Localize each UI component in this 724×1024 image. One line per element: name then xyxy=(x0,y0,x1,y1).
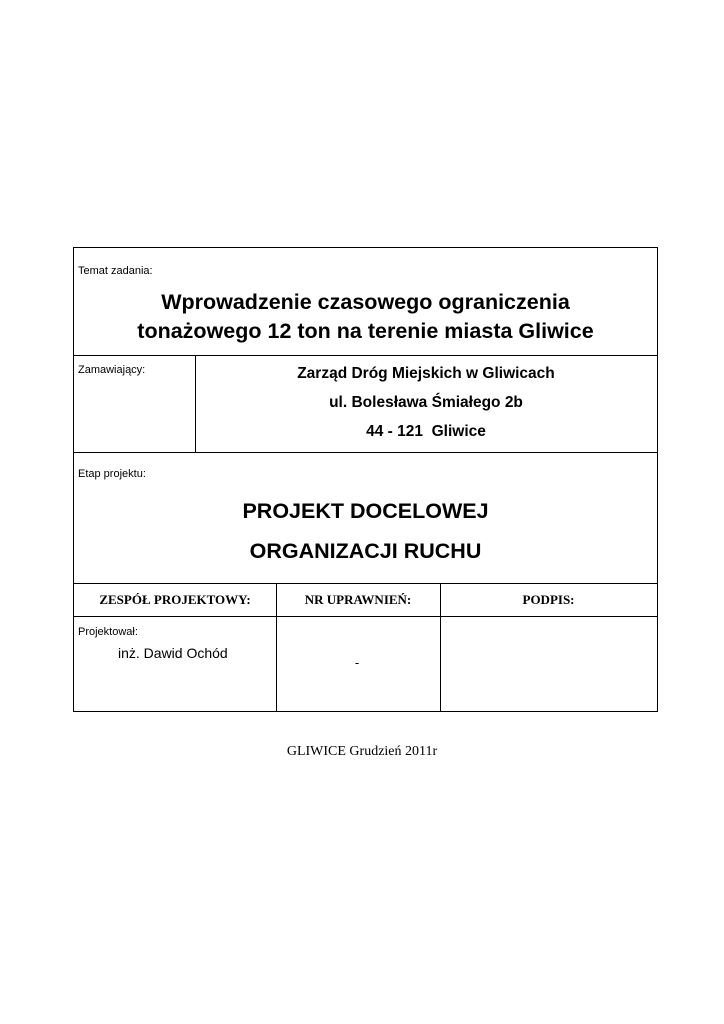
header-signature: PODPIS: xyxy=(522,592,575,607)
client-name: Zarząd Dróg Miejskich w Gliwicach xyxy=(297,365,555,382)
stage-label: Etap projektu: xyxy=(78,468,146,480)
stage-line-1: PROJEKT DOCELOWEJ xyxy=(242,499,489,523)
title-sheet xyxy=(73,247,658,712)
license-number: - xyxy=(354,655,360,670)
stage-section xyxy=(74,453,657,584)
header-team: ZESPÓŁ PROJEKTOWY: xyxy=(99,592,251,607)
topic-line-2: tonażowego 12 ton na terenie miasta Gliwice xyxy=(137,319,594,343)
team-header-row xyxy=(74,584,657,617)
header-license: NR UPRAWNIEŃ: xyxy=(304,592,412,607)
client-details xyxy=(195,363,657,450)
topic-label: Temat zadania: xyxy=(78,265,153,277)
topic-line-1: Wprowadzenie czasowego ograniczenia xyxy=(161,290,570,314)
client-label: Zamawiający: xyxy=(78,364,146,376)
client-city: 44 - 121 Gliwice xyxy=(366,423,486,440)
role-label: Projektował: xyxy=(78,626,138,638)
team-data-row xyxy=(74,617,657,711)
client-street: ul. Bolesława Śmiałego 2b xyxy=(329,394,523,411)
designer-name: inż. Dawid Ochód xyxy=(118,645,228,661)
stage-line-2: ORGANIZACJI RUCHU xyxy=(249,539,482,563)
topic-section xyxy=(74,248,657,356)
topic-title xyxy=(74,288,657,346)
client-section xyxy=(74,356,657,453)
footer-date: GLIWICE Grudzień 2011r xyxy=(286,744,438,759)
signature-cell xyxy=(441,617,657,711)
